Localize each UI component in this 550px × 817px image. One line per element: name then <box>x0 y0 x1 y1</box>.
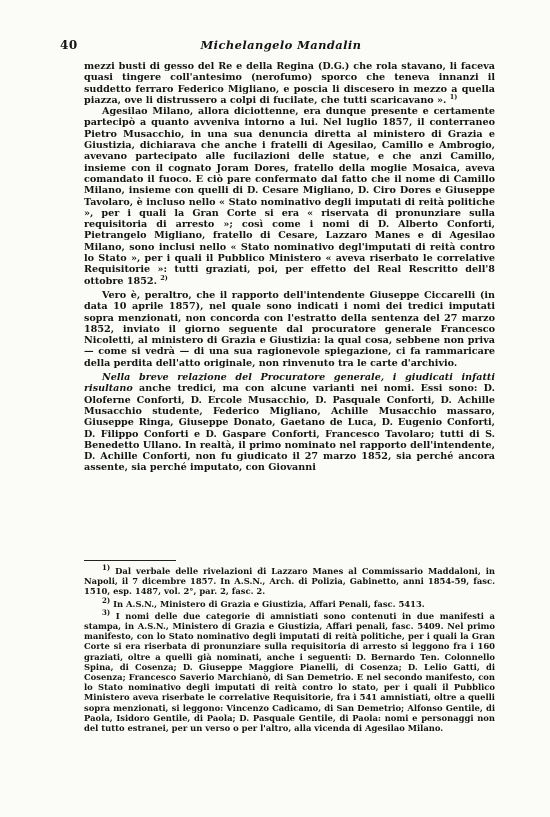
paragraph-2-text: Agesilao Milano, allora diciottenne, era dunque presente e certamente partecipò a quanto avveniva intorno a lui. Nel luglio 1857, il conterraneo Pietro Musacchio, in una sua denuncia diretta al ministero di Grazia e Giustizia, dichiarava che anche i fratelli di Agesilao, Camillo e Ambrogio, avevano partecipato alle fucilazioni delle statue, e che anzi Camillo, insieme con il cognato Joram Dores, fratello della moglie Mosaica, aveva comandato il fuoco. E ciò pare confermato dal fatto che il nome di Camillo Milano, insieme con quelli di D. Cesare Migliano, D. Ciro Dores e Giuseppe Tavolaro, è incluso nello « Stato nominativo degli imputati di reità politiche », per i quali la Gran Corte si era « riservata di pronunziare sulla requisitoria di arresto »; così come i nomi di D. Alberto Conforti, Pietrangelo Migliano, fratello di Cesare, Lazzaro Manes e di Agesilao Milano, sono inclusi nello « Stato nominativo degl'imputati di reità contro lo Stato », per i quali il Pubblico Ministero « aveva riserbato le correlative Requisitorie »: tutti graziati, poi, per effetto del Real Rescritto dell'8 ottobre 1852. <box>84 106 495 287</box>
footnote-ref-1: 1) <box>449 92 458 101</box>
footnote-3 <box>84 608 495 734</box>
footnote-ref-2: 2) <box>160 273 168 282</box>
paragraph-4 <box>84 372 495 474</box>
running-title: Michelangelo Mandalin <box>200 38 362 52</box>
paragraph-2 <box>84 106 495 287</box>
paragraph-1 <box>84 61 495 106</box>
footnote-3-number: 3) <box>102 608 111 618</box>
footnote-divider <box>84 560 176 561</box>
paragraph-1-text: mezzi busti di gesso del Re e della Regina (D.G.) che rola stavano, li faceva quasi tingere coll'antesimo (nerofumo) sporco che teneva innanzi il suddetto ferraro Federico Migliano, e poscia li discesero in mezzo a quella piazza, ove li distrussero a colpi di fucilate, che tutti scaricavano ». <box>84 61 495 106</box>
paragraph-4-text: anche tredici, ma con alcune varianti nei nomi. Essi sono: D. Oloferne Conforti, D. Ercole Musacchio, D. Pasquale Conforti, D. Achille Musacchio studente, Federico Migliano, Achille Musacchio massaro, Giuseppe Ringa, Giuseppe Donato, Gaetano de Luca, D. Eugenio Conforti, D. Filippo Conforti e D. Gaspare Conforti, Francesco Tavolaro; tutti di S. Benedetto Ullano. In realtà, il primo nominato nel rapporto dell'intendente, D. Achille Conforti, non fu giudicato il 27 marzo 1852, sia perché ancora assente, sia perché imputato, con Giovanni <box>84 383 495 474</box>
paragraph-3: Vero è, peraltro, che il rapporto dell'intendente Giuseppe Ciccarelli (in data 10 aprile 1857), nel quale sono indicati i nomi dei tredici imputati sopra menzionati, non concorda con l'estratto della sentenza del 27 marzo 1852, inviato il giorno seguente dal procuratore generale Francesco Nicoletti, al ministero di Grazia e Giustizia: la qual cosa, sebbene non priva — come si vedrà — di una sua ragionevole spiegazione, ci fa rammaricare della perdita dell'atto originale, non rinvenuto tra le carte d'archivio. <box>84 289 495 369</box>
footnote-1-number: 1) <box>102 563 111 573</box>
footnote-1 <box>84 563 495 597</box>
main-text <box>84 61 495 474</box>
footnote-1-text: Dal verbale delle rivelazioni di Lazzaro Manes al Commissario Maddaloni, in Napoli, il 7 dicembre 1857. In A.S.N., Arch. di Polizia, Gabinetto, anni 1854-59, fasc. 1510, esp. 1487, vol. 2°, par. 2, fasc. 2. <box>84 566 495 597</box>
page-number: 40 <box>60 38 78 52</box>
footnote-2 <box>84 595 495 609</box>
footnote-2-number: 2) <box>102 595 111 605</box>
paragraph-4-italic: Nella breve relazione del Procuratore generale, i giudicati infatti risultano <box>84 372 495 395</box>
footnote-2-text: In A.S.N., Ministero di Grazia e Giustizia, Affari Penali, fasc. 5413. <box>113 598 425 609</box>
footnote-3-text: I nomi delle due categorie di amnistiati sono contenuti in due manifesti a stampa, in A.S.N., Ministero di Grazia e Giustizia, Affari penali, fasc. 5409. Nel primo manifesto, con lo Stato nominativo degli imputati di reità politiche, per i quali la Gran Corte si era riserbata di pronunziare sulla requisitoria di arresto si leggono fra i 160 graziati, oltre a quelli già nominati, anche i seguenti: D. Bernardo Ten. Colonnello Spina, di Cosenza; D. Giuseppe Maggiore Pianelli, di Cosenza; D. Lelio Gatti, di Cosenza; Francesco Saverio Marchianò, di San Demetrio. E nel secondo manifesto, con lo Stato nominativo degli imputati di reità contro lo stato, per i quali il Pubblico Ministero aveva riserbate le correlative Requisitorie, fra i 541 amnistiati, oltre a quelli sopra menzionati, si leggono: Vincenzo Cadicamo, di San Demetrio; Alfonso Gentile, di Paola, Isidoro Gentile, di Paola; D. Pasquale Gentile, di Paola: nomi e personaggi non del tutto estranei, per un verso o per l'altro, alla vicenda di Agesilao Milano. <box>84 610 495 734</box>
footnotes <box>84 563 495 735</box>
page-header <box>60 38 502 54</box>
